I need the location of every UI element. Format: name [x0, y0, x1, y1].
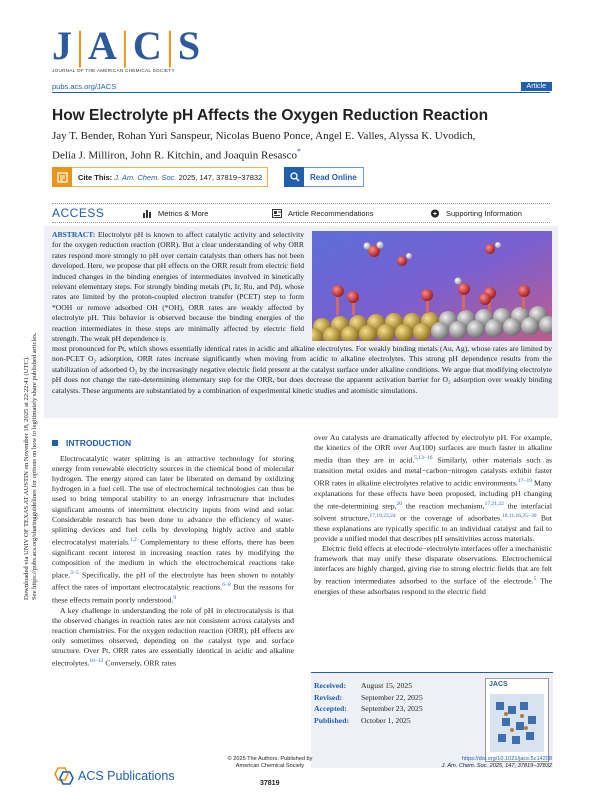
cite-details: 2025, 147, 37819−37832	[178, 172, 263, 182]
download-notice	[3, 245, 43, 600]
article-recommendations-link[interactable]	[272, 209, 373, 218]
copyright-line-2: American Chemical Society	[235, 762, 305, 769]
page-number: 37819	[260, 780, 280, 787]
acs-hexagon-icon	[52, 767, 74, 785]
quote-icon	[52, 167, 72, 187]
metrics-more-link[interactable]	[142, 209, 208, 218]
section-bullet-icon	[52, 440, 58, 446]
accepted-date: September 23, 2025	[361, 704, 423, 713]
revised-label: Revised:	[314, 692, 343, 702]
revised-date: September 22, 2025	[361, 692, 423, 702]
cover-art	[486, 690, 548, 760]
intro-paragraph-1: Electrocatalytic water splitting is an attractive technology for storing energy from renewable electricity sources in the chemical bond of molecular hydrogen. The energy stored can later be liberated on demand by oxidizing hydrogen in a fuel cell. The use of electrochemical technologies can thus be used to bring temporal stability to an energy infrastructure that includes significant amounts of intermittent electricity inputs from wind and solar. Considerable research has been done to advance the efficiency of water-splitting devices and fuel cells by developing highly active and stable electrocatalyst materials.$^{1,2}$ Complementary to these efforts, there has been significant recent interest in increasing reaction rates by modifying the composition of the medium in which the electrochemical reactions take place.$^{3-5}$ Specifically, the pH of the electrolyte has been shown to notably affect the rates of important electrocatalytic reactions.$^{6-8}$ But the reasons for these effects remain poorly understood.$^9$	[52, 454, 294, 605]
read-online-icon	[284, 167, 304, 187]
corresponding-author-mark[interactable]: *	[297, 147, 302, 156]
access-bar	[52, 203, 550, 223]
supporting-label: Supporting Information	[446, 208, 522, 218]
abstract-continuation: most pronounced for Pt, which shows essentially identical rates in acidic and alkaline electrolytes. For weakly binding metals (Au, Ag), whose rates are limited by non-PCET O₂ adsorption, ORR rates increase significantly when moving from acidic to alkaline electrolytes. This strong pH dependence results from the stabilization of adsorbed O₂ by the increasingly negative electric field present at the catalyst surface under alkaline conditions. We argue that modifying electrolyte pH does not change the rate-determining elementary step for the ORR, but does decrease the apparent activation barrier for O₂ adsorption over weakly binding catalysts. These arguments are substantiated by a combination of experimental kinetic studies and atomistic simulations.	[52, 344, 552, 395]
published-date: October 1, 2025	[361, 715, 411, 725]
article-type-badge: Article	[521, 82, 552, 91]
cite-this-box[interactable]	[52, 167, 268, 187]
received-date: August 15, 2025	[361, 681, 413, 690]
body-column-right	[314, 433, 552, 597]
cite-journal: J. Am. Chem. Soc.	[114, 172, 177, 182]
article-icon	[272, 209, 282, 218]
read-online-button[interactable]	[284, 167, 364, 187]
right-paragraph-2: Electric field effects at electrode−electrolyte interfaces offer a mechanistic framework that may unify these disparate observations. Electrochemical interfaces are highly charged, giving rise to strong electric fields that are felt by reaction intermediates adsorbed to the surface of the electrode.$^5$ The energies of these adsorbates respond to the electric field	[314, 544, 552, 597]
journal-cover-thumbnail[interactable]	[485, 678, 549, 762]
acs-publications-logo[interactable]	[52, 767, 175, 785]
footer-journal-citation: J. Am. Chem. Soc. 2025, 147, 37819−37832	[441, 763, 552, 769]
cover-title: JACS	[489, 681, 508, 688]
received-label: Received:	[314, 681, 347, 690]
copyright-notice	[210, 756, 330, 769]
cite-label: Cite This:	[78, 172, 113, 182]
article-title: How Electrolyte pH Affects the Oxygen Reduction Reaction	[52, 107, 489, 124]
section-heading	[52, 438, 294, 448]
toc-graphic	[312, 231, 552, 341]
pubs-url-link[interactable]: pubs.acs.org/JACS	[52, 82, 117, 91]
abstract-paragraph	[52, 230, 304, 344]
doi-link[interactable]: https://doi.org/10.1021/jacs.5c14208	[461, 756, 552, 762]
read-online-label: Read Online	[310, 172, 357, 182]
publication-dates	[314, 680, 423, 726]
metrics-label: Metrics & More	[158, 208, 209, 218]
header-rule	[52, 92, 550, 93]
right-paragraph-1: over Au catalysts are dramatically affected by electrolyte pH. For example, the kinetics of the ORR over Au(100) surfaces are much faster in alkaline media than they are in acid.$^{5,13-16}$ Similarly, other materials such as transition metal oxides and metal−carbon−nitrogen catalysts exhibit faster ORR rates in alkaline electrolytes relative to acidic environments.$^{17-19}$ Many explanations for these effects have been proposed, including pH changing the rate-determining step,$^{20}$ the reaction mechanism,$^{17,21,22}$ the interfacial solvent structure,$^{17,19,23,24}$ or the coverage of adsorbates.$^{10,11,16,25-30}$ But these explanations are typically specific to an individual catalyst and fail to provide a unified model that describes pH sensitivities across materials.	[314, 433, 552, 544]
abstract-label: ABSTRACT:	[52, 230, 96, 239]
intro-paragraph-2: A key challenge in understanding the role of pH in electrocatalysis is that the observed changes in reaction rates are not consistent across catalysts and reaction chemistries. For the oxygen reduction reaction (ORR), pH effects are only sometimes observed, depending on the catalyst type and surface structure. Over Pt, ORR rates are essentially identical in acidic and alkaline electrolytes.$^{10-12}$ Conversely, ORR rates	[52, 605, 294, 668]
journal-full-name: JOURNAL OF THE AMERICAN CHEMICAL SOCIETY	[52, 68, 175, 73]
publisher-name: ACS Publications	[78, 769, 175, 783]
supporting-information-link[interactable]	[430, 209, 522, 218]
download-notice-line-1: Downloaded via UNIV OF TEXAS AT AUSTIN on November 18, 2025 at 22:22:41 (UTC).	[23, 356, 30, 600]
author-list	[52, 129, 552, 164]
copyright-line-1: © 2025 The Authors. Published by	[227, 756, 313, 762]
body-column-left	[52, 438, 294, 669]
authors-line-1: Jay T. Bender, Rohan Yuri Sanspeur, Nicolas Bueno Ponce, Angel E. Valles, Alyssa K. Uvodich,	[52, 130, 476, 142]
authors-line-2: Delia J. Milliron, John R. Kitchin, and Joaquin Resasco	[52, 149, 298, 162]
access-label: ACCESS	[52, 206, 105, 220]
download-notice-line-2: See https://pubs.acs.org/sharingguidelines for options on how to legitimately share published articles.	[31, 332, 39, 600]
abstract-part-1: Electrolyte pH is known to affect catalytic activity and selectivity for the oxygen reduction reaction (ORR). But a clear understanding of why ORR rates respond more strongly to pH over certain catalysts than others has not been developed. Here, we propose that pH effects on the ORR result from electric field induced changes in the binding energies of intermediates involved in kinetically relevant elementary steps. For strongly binding metals (Pt, Ir, Ru, and Pd), whose rates are limited by the proton-coupled electron transfer (PCET) step to form *OOH or remove adsorbed OH (*OH), ORR rates are weakly affected by electrolyte pH. This behavior is observed because the binding energies of the reaction intermediates in these steps are minimally affected by electric field strength. The weak pH dependence is	[52, 230, 304, 344]
supporting-info-icon	[430, 209, 440, 218]
footer-citation	[442, 756, 552, 770]
published-label: Published:	[314, 715, 350, 725]
accepted-label: Accepted:	[314, 704, 347, 713]
jacs-logo: J|A|C|S	[52, 23, 205, 68]
bar-chart-icon	[142, 209, 152, 218]
recommendations-label: Article Recommendations	[288, 208, 374, 218]
introduction-heading: INTRODUCTION	[66, 438, 132, 448]
